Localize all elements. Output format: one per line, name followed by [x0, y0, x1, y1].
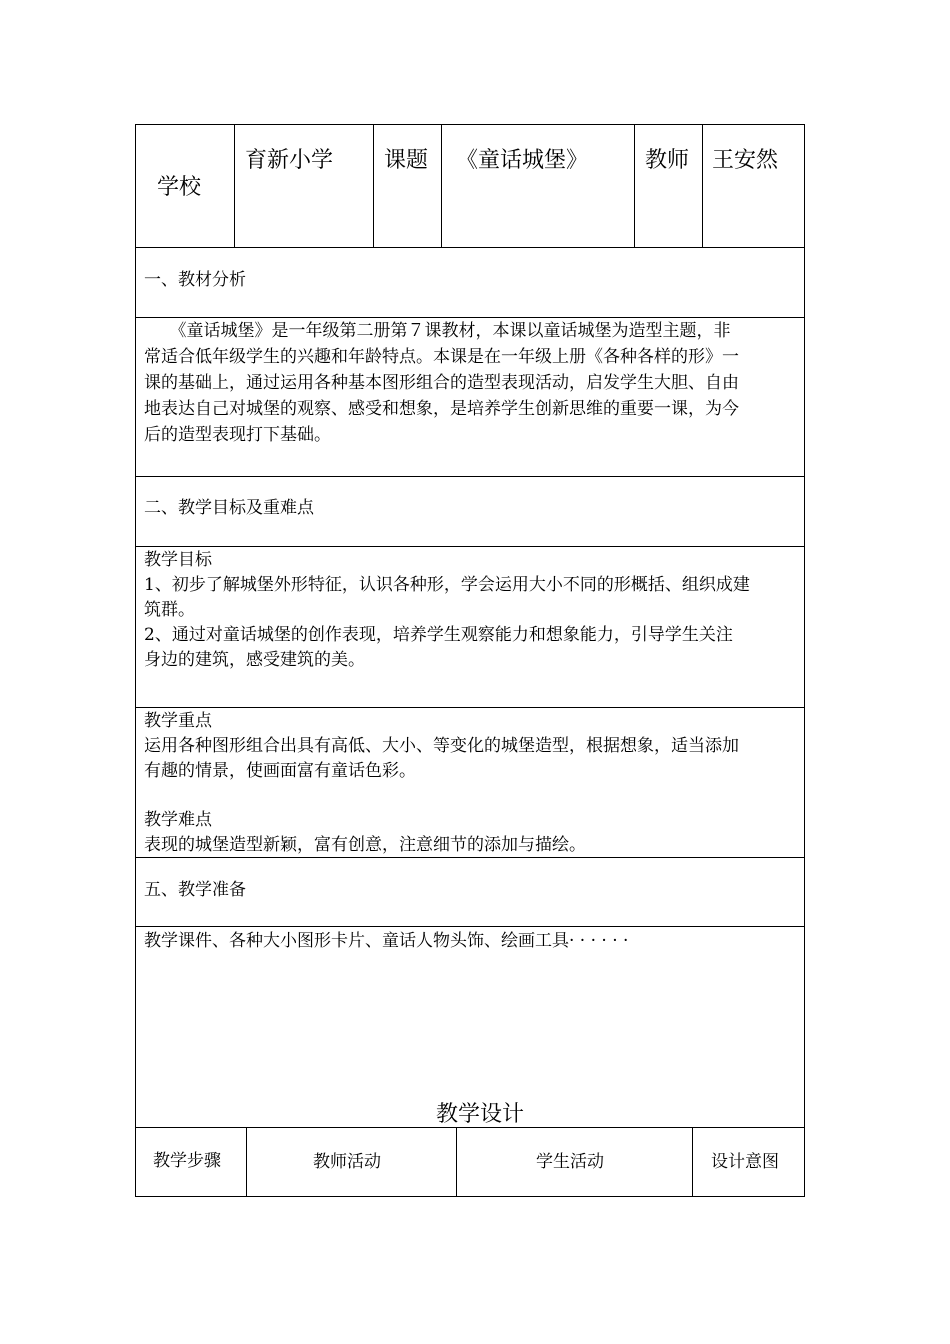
preparation-text: 教学课件、各种大小图形卡片、童话人物头饰、绘画工具· · · · · ·: [144, 931, 629, 951]
paragraph-line: 常适合低年级学生的兴趣和年龄特点。本课是在一年级上册《各种各样的形》一: [144, 347, 739, 367]
topic-label: 课题: [384, 148, 429, 173]
header-divider: [234, 124, 235, 248]
header-divider: [373, 124, 374, 248]
section-title-goals: 二、教学目标及重难点: [144, 498, 314, 518]
goals-label: 教学目标: [144, 550, 212, 570]
row-divider: [135, 546, 805, 547]
design-divider: [456, 1127, 457, 1197]
row-divider: [135, 476, 805, 477]
design-divider: [692, 1127, 693, 1197]
column-header-student-activity: 学生活动: [536, 1152, 604, 1172]
key-points-label: 教学重点: [144, 711, 212, 731]
teacher-label: 教师: [645, 148, 690, 173]
column-header-design-intent: 设计意图: [711, 1152, 779, 1172]
header-divider: [441, 124, 442, 248]
paragraph-line: 课的基础上，通过运用各种基本图形组合的造型表现活动，启发学生大胆、自由: [144, 373, 739, 393]
school-label: 学校: [157, 175, 202, 200]
header-divider: [702, 124, 703, 248]
row-divider: [135, 926, 805, 927]
header-divider: [634, 124, 635, 248]
topic-value: 《童话城堡》: [456, 148, 589, 173]
section-title-material-analysis: 一、教材分析: [144, 270, 246, 290]
teacher-value: 王安然: [712, 148, 779, 173]
goal-line: 身边的建筑，感受建筑的美。: [144, 650, 365, 670]
section-title-preparation: 五、教学准备: [144, 880, 246, 900]
paragraph-line: 后的造型表现打下基础。: [144, 425, 331, 445]
paragraph-line: 《童话城堡》是一年级第二册第７课教材，本课以童话城堡为造型主题，非: [144, 321, 731, 341]
design-title: 教学设计: [436, 1102, 525, 1127]
design-divider: [246, 1127, 247, 1197]
goal-line: 2、通过对童话城堡的创作表现，培养学生观察能力和想象能力，引导学生关注: [144, 625, 733, 645]
difficulty-label: 教学难点: [144, 810, 212, 830]
goal-line: 筑群。: [144, 600, 195, 620]
goal-line: 1、初步了解城堡外形特征，认识各种形，学会运用大小不同的形概括、组织成建: [144, 575, 750, 595]
key-points-line: 运用各种图形组合出具有高低、大小、等变化的城堡造型，根据想象，适当添加: [144, 736, 739, 756]
key-points-line: 有趣的情景，使画面富有童话色彩。: [144, 761, 416, 781]
paragraph-line: 地表达自己对城堡的观察、感受和想象，是培养学生创新思维的重要一课，为今: [144, 399, 739, 419]
column-header-steps: 教学步骤: [153, 1151, 221, 1171]
column-header-teacher-activity: 教师活动: [313, 1152, 381, 1172]
school-value: 育新小学: [245, 148, 334, 173]
difficulty-text: 表现的城堡造型新颖，富有创意，注意细节的添加与描绘。: [144, 835, 586, 855]
row-divider: [135, 247, 805, 248]
row-divider: [135, 707, 805, 708]
